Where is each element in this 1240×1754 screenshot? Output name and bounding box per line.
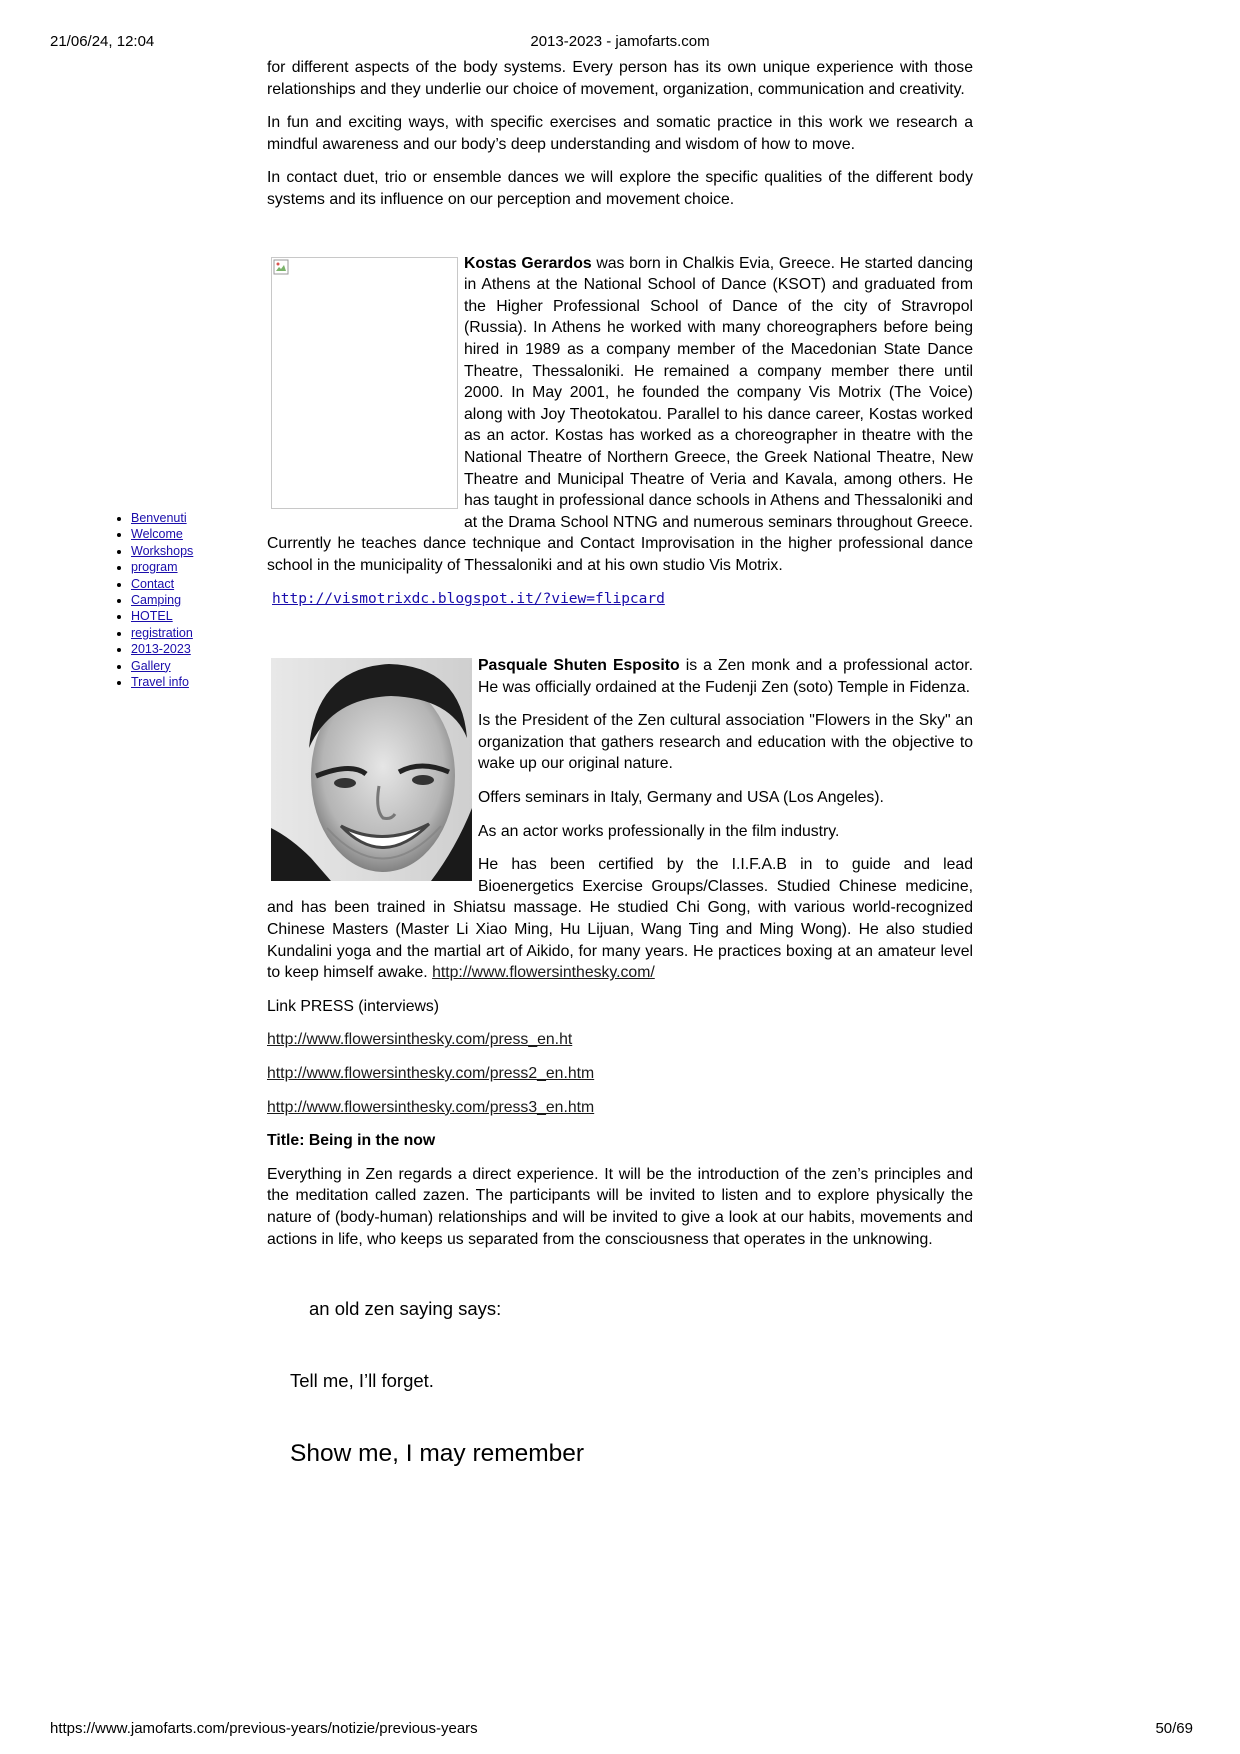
press-link-1[interactable]: http://www.flowersinthesky.com/press_en.ht <box>267 1031 573 1049</box>
nav-link-camping[interactable]: Camping <box>131 593 182 608</box>
intro-paragraph: In fun and exciting ways, with specific exercises and somatic practice in this work we research a mindful awareness and our body’s deep understanding and wisdom of how to move. <box>267 114 973 153</box>
nav-link-workshops[interactable]: Workshops <box>131 543 194 558</box>
press-label: Link PRESS (interviews) <box>267 997 440 1015</box>
pasquale-intro: Pasquale Shuten Esposito is a Zen monk and a professional actor. He was officially ordained at the Fudenji Zen (soto) Temple in Fidenza. <box>478 657 973 696</box>
nav-item <box>131 658 193 674</box>
kostas-name: Kostas Gerardos <box>464 254 592 272</box>
press-link-line <box>267 1029 973 1051</box>
nav-item <box>131 641 193 657</box>
nav-item <box>131 674 193 690</box>
nav-item <box>131 526 193 542</box>
nav-item <box>131 543 193 559</box>
pasquale-name: Pasquale Shuten Esposito <box>478 657 680 675</box>
nav-item <box>131 576 193 592</box>
press-link-line <box>267 1097 973 1119</box>
workshop-title: Title: Being in the now <box>267 1132 436 1150</box>
nav-link-travel-info[interactable]: Travel info <box>131 675 189 690</box>
nav-link-program[interactable]: program <box>131 560 178 575</box>
pasquale-paragraph: He has been certified by the I.I.F.A.B in to guide and lead Bioenergetics Exercise Groups/Classes. Studied Chinese medicine, and has been trained in Shiatsu massage. He studied Chi Gong, with various world-recognized Chinese Masters (Master Li Xiao Ming, Hu Lijuan, Wang Ting and Ming Wong). He also studied Kundalini yoga and the martial art of Aikido, for many years. He practices boxing at an amateur level to keep himself awake. http://www.flowersinthesky.com/ <box>267 856 973 982</box>
workshop-description: Everything in Zen regards a direct experience. It will be the introduction of the zen’s principles and the meditation called zazen. The participants will be invited to listen and to explore physically the nature of (body-human) relationships and will be invited to give a look at our habits, movements and actions in life, who keeps us separated from the consciousness that operates in the unknowing. <box>267 1165 973 1248</box>
nav-link-gallery[interactable]: Gallery <box>131 658 171 673</box>
kostas-bio-text: Kostas Gerardos was born in Chalkis Evia, Greece. He started dancing in Athens at the National School of Dance (KSOT) and graduated from the Higher Professional School of Dance of the city of Stravropol (Russia). In Athens he worked with many choreographers before being hired in 1989 as a company member of the Macedonian State Dance Theatre, Thessaloniki. He remained a company member there until 2000. In May 2001, he founded the company Vis Motrix (The Voice) along with Joy Theotokatou. Parallel to his dance career, Kostas worked as an actor. Kostas has worked as a choreographer in theatre with the National Theatre of Northern Greece, the Greek National Theatre, New Theatre and Municipal Theatre of Veria and Kavala, among others. He has taught in professional dance schools in Athens and Thessaloniki and at the Drama School NTNG and numerous seminars throughout Greece. Currently he teaches dance technique and Contact Improvisation in the higher professional dance school in the municipality of Thessaloniki and at his own studio Vis Motrix. <box>267 254 973 574</box>
pasquale-paragraph: Offers seminars in Italy, Germany and USA (Los Angeles). <box>478 789 884 807</box>
kostas-bio <box>267 253 973 612</box>
press-link-line <box>267 1063 973 1085</box>
print-date: 21/06/24, 12:04 <box>50 33 155 50</box>
print-page-number: 50/69 <box>1155 1720 1193 1737</box>
broken-image-icon <box>273 259 289 275</box>
press-link-2[interactable]: http://www.flowersinthesky.com/press2_en.htm <box>267 1064 595 1082</box>
nav-item <box>131 559 193 575</box>
pasquale-bio <box>267 655 973 1118</box>
nav-link-welcome[interactable]: Welcome <box>131 527 183 542</box>
nav-item <box>131 592 193 608</box>
saying-intro: an old zen saying says: <box>309 1298 502 1320</box>
saying-line-2: Show me, I may remember <box>290 1440 585 1468</box>
nav-link-2013-2023[interactable]: 2013-2023 <box>131 642 191 657</box>
intro-paragraph: In contact duet, trio or ensemble dances we will explore the specific qualities of the different body systems and its influence on our perception and movement choice. <box>267 169 973 208</box>
pasquale-portrait <box>271 658 472 881</box>
intro-paragraph: for different aspects of the body systems. Every person has its own unique experience with those relationships and they underlie our choice of movement, organization, communication and creativity. <box>267 59 973 98</box>
kostas-photo-placeholder <box>271 257 458 509</box>
nav-item <box>131 608 193 624</box>
nav-link-contact[interactable]: Contact <box>131 576 175 591</box>
pasquale-paragraph: Is the President of the Zen cultural association "Flowers in the Sky" an organization that gathers research and education with the objective to wake up our original nature. <box>478 712 973 773</box>
nav-link-hotel[interactable]: HOTEL <box>131 609 173 624</box>
pasquale-paragraph: As an actor works professionally in the film industry. <box>478 822 840 840</box>
print-page-title: 2013-2023 - jamofarts.com <box>530 33 710 50</box>
nav-item <box>131 625 193 641</box>
main-content <box>267 57 973 1468</box>
saying-line-1: Tell me, I’ll forget. <box>290 1369 434 1391</box>
nav-item <box>131 510 193 526</box>
vismotrix-link[interactable]: http://vismotrixdc.blogspot.it/?view=flipcard <box>272 591 665 608</box>
press-link-3[interactable]: http://www.flowersinthesky.com/press3_en.htm <box>267 1098 595 1116</box>
site-nav <box>112 510 193 690</box>
kostas-link-line <box>267 588 973 611</box>
nav-link-registration[interactable]: registration <box>131 625 193 640</box>
nav-link-benvenuti[interactable]: Benvenuti <box>131 511 187 525</box>
print-page-url: https://www.jamofarts.com/previous-years/notizie/previous-years <box>50 1720 478 1737</box>
flowersinthesky-link[interactable]: http://www.flowersinthesky.com/ <box>432 964 655 982</box>
